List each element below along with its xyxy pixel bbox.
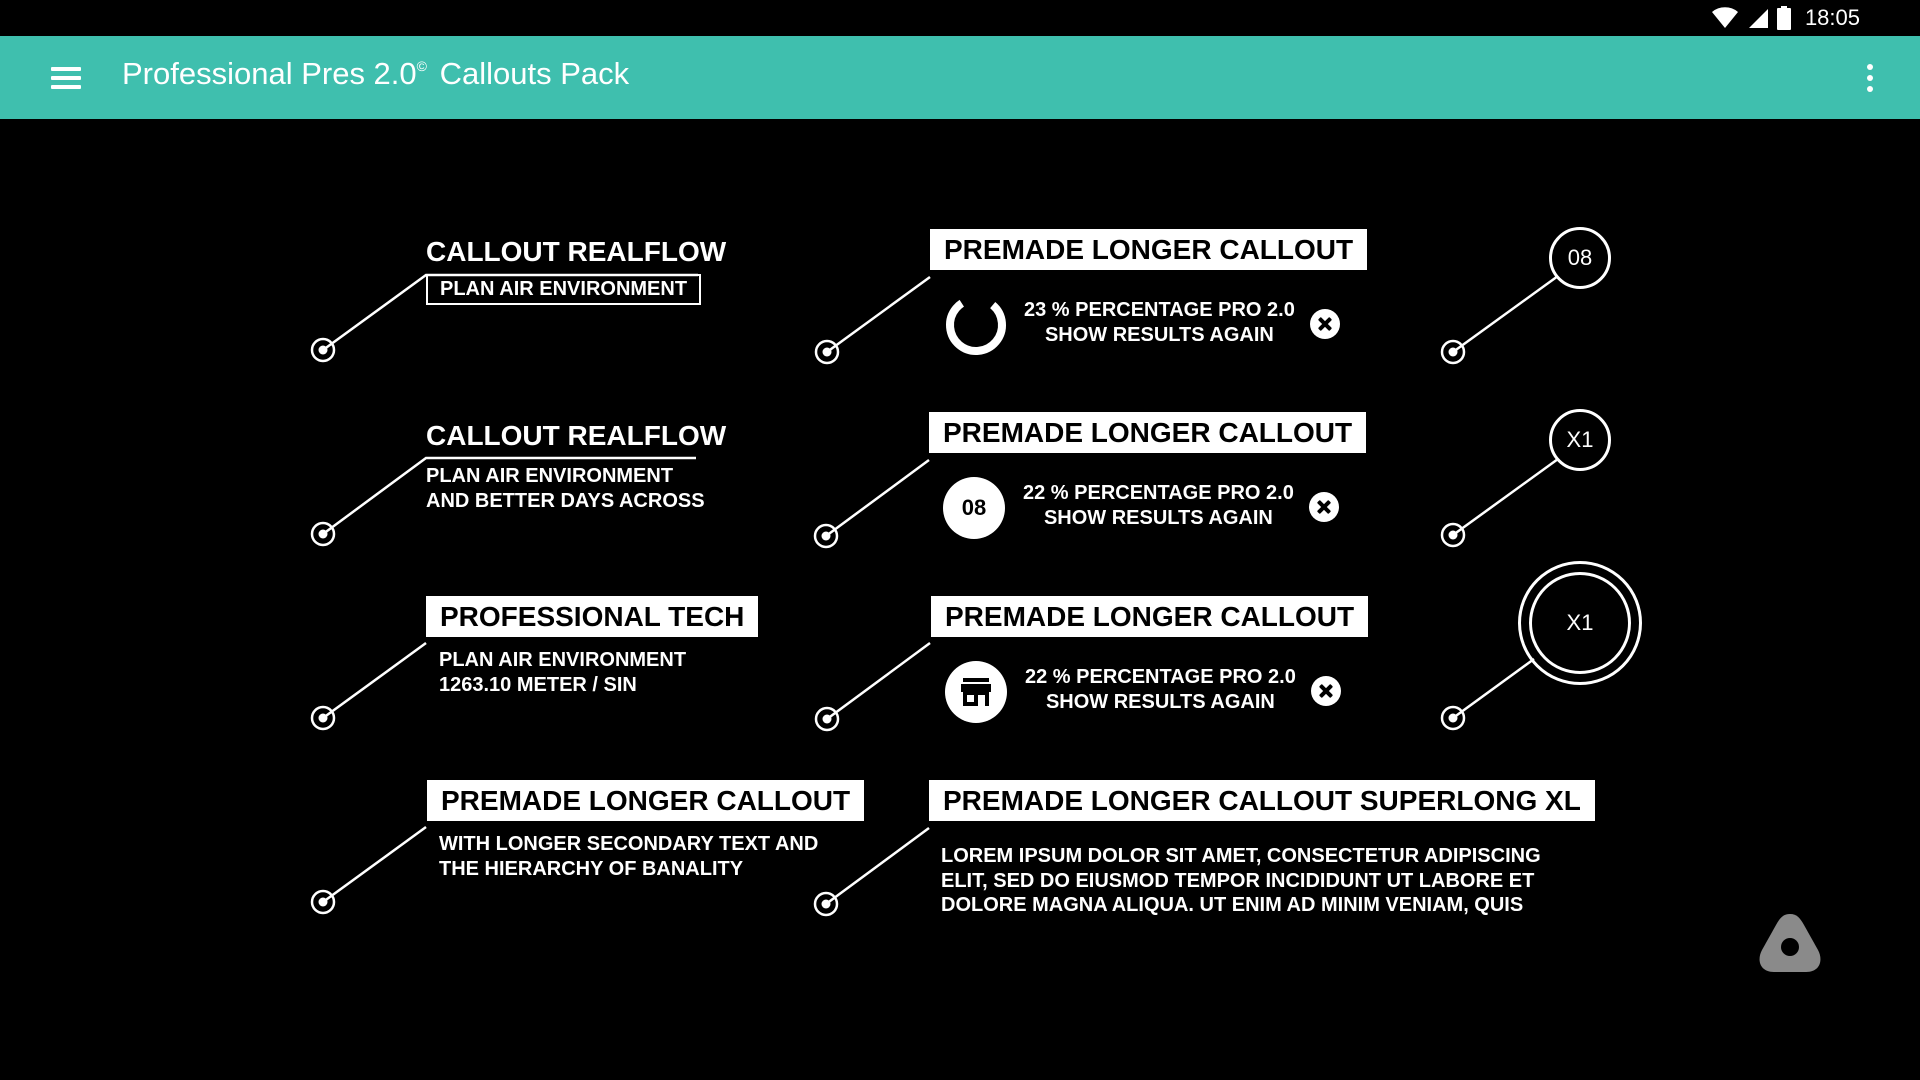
callout-m3-line-1: 22 % PERCENTAGE PRO 2.0 [1025, 666, 1296, 688]
loading-ring-icon [944, 293, 1008, 357]
callout-3-text [439, 648, 686, 698]
connector-line-r1 [1453, 276, 1558, 352]
anchor-dot [312, 523, 334, 545]
callout-m2-line-1: 22 % PERCENTAGE PRO 2.0 [1023, 482, 1294, 504]
connector-line-r2 [1453, 459, 1558, 535]
callout-4-title: PREMADE LONGER CALLOUT [427, 780, 864, 821]
callout-2-line-2: AND BETTER DAYS ACROSS [426, 490, 705, 512]
wifi-icon [1711, 7, 1739, 29]
anchor-dot [1442, 707, 1464, 729]
callout-m1-text [1024, 298, 1295, 348]
callout-m1-title: PREMADE LONGER CALLOUT [930, 229, 1367, 270]
callout-2-line-1: PLAN AIR ENVIRONMENT [426, 465, 674, 487]
app-title [122, 56, 629, 92]
anchor-dot-center [319, 346, 328, 355]
anchor-dot-center [1449, 714, 1458, 723]
store-badge [945, 661, 1007, 723]
circle-label-x1-large: X1 [1529, 572, 1631, 674]
anchor-dot [1442, 524, 1464, 546]
callout-m2-title: PREMADE LONGER CALLOUT [929, 412, 1366, 453]
anchor-dot-center [822, 532, 831, 541]
store-icon [961, 678, 991, 706]
anchor-dot [815, 893, 837, 915]
anchor-dot [312, 339, 334, 361]
anchor-dot-center [1449, 348, 1458, 357]
connector-line-m1 [827, 277, 930, 352]
app-title-main: Professional Pres 2.0 [122, 56, 417, 91]
connector-line-m2 [826, 460, 929, 536]
anchor-dot [312, 891, 334, 913]
anchor-dot-center [1449, 531, 1458, 540]
callout-m3-line-2: SHOW RESULTS AGAIN [1045, 691, 1275, 713]
anchor-dot-center [319, 714, 328, 723]
anchor-dot-center [319, 530, 328, 539]
close-icon[interactable] [1310, 309, 1340, 339]
status-icons [1711, 6, 1860, 30]
callout-m1-line-1: 23 % PERCENTAGE PRO 2.0 [1024, 299, 1295, 321]
callout-4-text [439, 832, 818, 882]
callout-2-title: CALLOUT REALFLOW [426, 420, 727, 451]
app-bar [0, 36, 1920, 119]
double-ring-badge [1518, 561, 1642, 685]
anchor-dot [1442, 341, 1464, 363]
callout-m3-title: PREMADE LONGER CALLOUT [931, 596, 1368, 637]
anchor-dot [816, 708, 838, 730]
hamburger-menu-icon[interactable] [44, 60, 90, 96]
callout-m4-line-1: LOREM IPSUM DOLOR SIT AMET, CONSECTETUR ADIPISCING [941, 845, 1541, 867]
connector-line-c4 [323, 827, 426, 902]
connector-line-m4 [826, 828, 929, 904]
copyright-mark: © [416, 58, 427, 74]
daydream-headset-icon[interactable] [1756, 912, 1824, 974]
battery-icon [1777, 6, 1791, 30]
callout-3-line-1: PLAN AIR ENVIRONMENT [439, 649, 687, 671]
anchor-dot [816, 341, 838, 363]
circle-label-x1: X1 [1549, 409, 1611, 471]
callout-m4-line-2: ELIT, SED DO EIUSMOD TEMPOR INCIDIDUNT UT LABORE ET [941, 869, 1535, 892]
connector-line-c3 [323, 643, 426, 718]
callout-m3-text [1025, 665, 1296, 715]
count-badge: 08 [943, 477, 1005, 539]
callout-3-line-2: 1263.10 METER / SIN [439, 674, 637, 696]
close-icon[interactable] [1309, 492, 1339, 522]
anchor-dot [312, 707, 334, 729]
callout-1-label: PLAN AIR ENVIRONMENT [426, 274, 701, 305]
anchor-dot-center [822, 900, 831, 909]
connector-line-r3 [1453, 659, 1534, 718]
close-icon[interactable] [1311, 676, 1341, 706]
callout-3-title: PROFESSIONAL TECH [426, 596, 758, 637]
callout-m1-line-2: SHOW RESULTS AGAIN [1044, 324, 1274, 346]
anchor-dot-center [319, 898, 328, 907]
callout-m4-title: PREMADE LONGER CALLOUT SUPERLONG XL [929, 780, 1595, 821]
app-title-rest: Callouts Pack [439, 56, 630, 91]
callout-m4-text [941, 844, 1541, 918]
cellular-signal-icon [1747, 7, 1769, 29]
anchor-dot [815, 525, 837, 547]
status-time: 18:05 [1804, 5, 1860, 30]
connector-line-m3 [827, 643, 930, 719]
anchor-dot-center [823, 348, 832, 357]
callout-1-title: CALLOUT REALFLOW [426, 236, 727, 267]
callout-m2-line-2: SHOW RESULTS AGAIN [1043, 507, 1273, 529]
callout-m4-line-3: DOLORE MAGNA ALIQUA. UT ENIM AD MINIM VENIAM, QUIS [941, 894, 1524, 916]
circle-label-08: 08 [1549, 227, 1611, 289]
callout-4-line-1: WITH LONGER SECONDARY TEXT AND [439, 833, 819, 855]
status-bar [0, 0, 1920, 36]
callout-4-line-2: THE HIERARCHY OF BANALITY [439, 858, 744, 880]
anchor-dot-center [823, 715, 832, 724]
callout-2-text [426, 464, 705, 514]
more-vertical-icon[interactable] [1858, 60, 1882, 96]
callout-m2-text [1023, 481, 1294, 531]
